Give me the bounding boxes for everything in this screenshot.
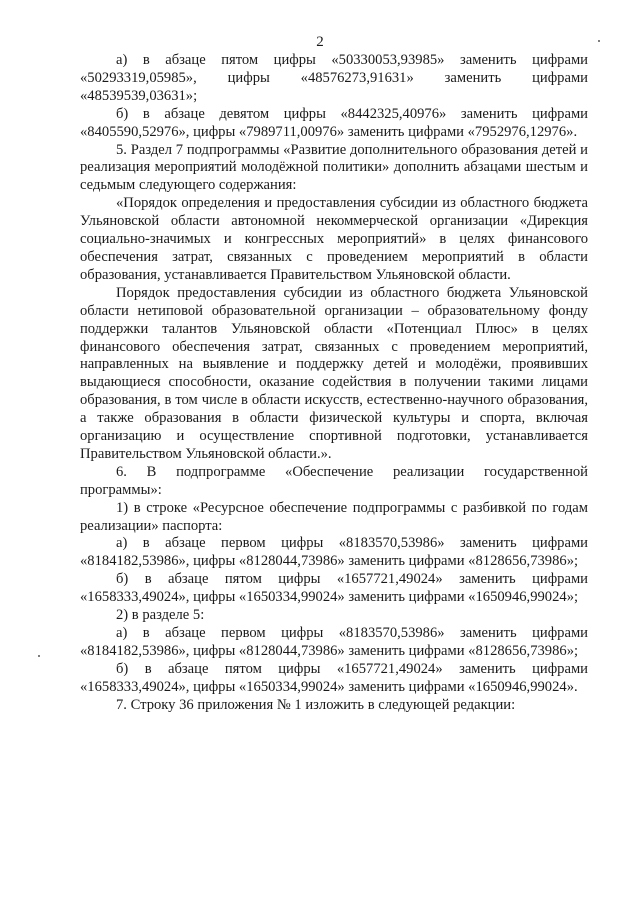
paragraph-quote-subsidy-1: «Порядок определения и предоставления субсидии из областного бюджета Ульяновской области автономной некоммерческой организации «Дирекция социально-значимых и конгрессных мероприятий» в целях финансового обеспечения затрат, связанных с проведением мероприятий в области образования, устанавливается Правительством Ульяновской области.	[80, 195, 588, 283]
paragraph-point-7: 7. Строку 36 приложения № 1 изложить в следующей редакции:	[116, 696, 516, 713]
paragraph-item-b-2: б) в абзаце пятом цифры «1657721,49024» заменить цифрами «1658333,49024», цифры «1650334,99024» заменить цифрами «1650946,99024»;	[80, 571, 588, 606]
paragraph-subpoint-1: 1) в строке «Ресурсное обеспечение подпрограммы с разбивкой по годам реализации» паспорта:	[80, 499, 588, 534]
paragraph-item-b-1: б) в абзаце девятом цифры «8442325,40976» заменить цифрами «8405590,52976», цифры «7989711,00976» заменить цифрами «7952976,12976».	[80, 105, 588, 140]
page-number: 2	[316, 34, 324, 50]
paragraph-item-a-3: а) в абзаце первом цифры «8183570,53986» заменить цифрами «8184182,53986», цифры «8128044,73986» заменить цифрами «8128656,73986»;	[80, 625, 588, 659]
paragraph-item-b-3: б) в абзаце пятом цифры «1657721,49024» заменить цифрами «1658333,49024», цифры «1650334,99024» заменить цифрами «1650946,99024».	[80, 660, 588, 695]
scan-speck	[598, 40, 600, 42]
paragraph-point-5: 5. Раздел 7 подпрограммы «Развитие дополнительного образования детей и реализация мероприятий молодёжной политики» дополнить абзацами шестым и седьмым следующего содержания:	[80, 141, 588, 194]
paragraph-item-a-2: а) в абзаце первом цифры «8183570,53986» заменить цифрами «8184182,53986», цифры «8128044,73986» заменить цифрами «8128656,73986»;	[80, 535, 588, 570]
scan-speck	[38, 655, 40, 657]
paragraph-item-a-1: а) в абзаце пятом цифры «50330053,93985» заменить цифрами «50293319,05985», цифры «48576273,91631» заменить цифрами «48539539,03631»;	[80, 52, 588, 104]
paragraph-point-6: 6. В подпрограмме «Обеспечение реализации государственной программы»:	[80, 463, 588, 498]
paragraph-quote-subsidy-2: Порядок предоставления субсидии из областного бюджета Ульяновской области нетиповой образовательной организации – образовательному фонду поддержки талантов Ульяновской области «Потенциал Плюс» в целях финансового обеспечения затрат, связанных с проведением мероприятий, направленных на выявление и поддержку детей и молодёжи, проявивших выдающиеся способности, оказание содействия в получении такими лицами образования, в том числе в области искусств, естественно-научного образования, а также образования в области физической культуры и спорта, включая организацию и осуществление спортивной подготовки, устанавливается Правительством Ульяновской области.».	[80, 284, 588, 462]
document-body	[80, 52, 588, 715]
paragraph-subpoint-2: 2) в разделе 5:	[116, 607, 205, 624]
